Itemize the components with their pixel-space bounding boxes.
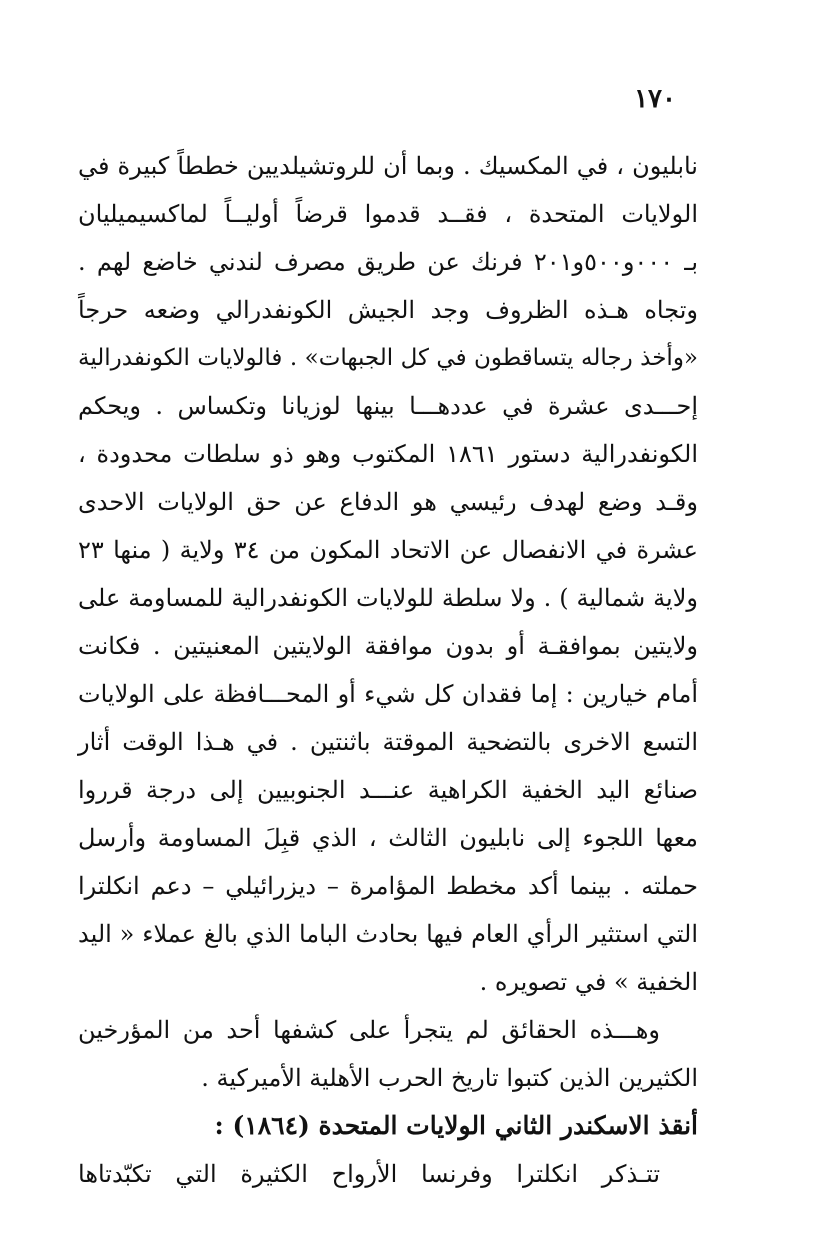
text-line: نابليون ، في المكسيك . وبما أن للروتشيلديين خططاً كبيرة في: [78, 152, 698, 180]
section-heading: أنقذ الاسكندر الثاني الولايات المتحدة (١٨٦٤) :: [214, 1111, 698, 1140]
text-line: صنائع اليد الخفية الكراهية عنـــد الجنوبيين إلى درجة قرروا: [78, 776, 698, 804]
text-line: إحـــدى عشرة في عددهـــا بينها لوزيانا وتكساس . ويحكم: [78, 392, 698, 420]
text-line: عشرة في الانفصال عن الاتحاد المكون من ٣٤ ولاية ( منها ٢٣: [78, 536, 698, 564]
page-number: ١٧٠: [634, 84, 676, 114]
text-line: تتـذكر انكلترا وفرنسا الأرواح الكثيرة التي تكبّدتاها: [78, 1160, 660, 1188]
text-line: الولايات المتحدة ، فقــد قدموا قرضاً أوليــاً لماكسيميليان: [78, 200, 698, 228]
text-line: الكونفدرالية دستور ١٨٦١ المكتوب وهو ذو سلطات محدودة ،: [78, 440, 698, 468]
text-line: التسع الاخرى بالتضحية الموقتة باثنتين . في هـذا الوقت أثار: [78, 728, 698, 756]
body-text: [78, 142, 698, 1198]
text-line: «وأخذ رجاله يتساقطون في كل الجبهات» . فالولايات الكونفدرالية: [78, 345, 698, 371]
text-line: التي استثير الرأي العام فيها بحادث الباما الذي بالغ عملاء « اليد: [78, 920, 698, 948]
text-line: وقـد وضع لهدف رئيسي هو الدفاع عن حق الولايات الاحدى: [78, 488, 698, 516]
text-line: ولاية شمالية ) . ولا سلطة للولايات الكونفدرالية للمساومة على: [78, 584, 698, 612]
text-line: حملته . بينما أكد مخطط المؤامرة – ديزرائيلي – دعم انكلترا: [78, 872, 698, 900]
text-line: وهـــذه الحقائق لم يتجرأ على كشفها أحد من المؤرخين: [78, 1016, 660, 1044]
text-line: معها اللجوء إلى نابليون الثالث ، الذي قبِلَ المساومة وأرسل: [78, 824, 698, 852]
text-line: أمام خيارين : إما فقدان كل شيء أو المحـــافظة على الولايات: [78, 680, 698, 708]
text-line: الكثيرين الذين كتبوا تاريخ الحرب الأهلية الأميركية .: [201, 1064, 698, 1092]
text-line: ولايتين بموافقـة أو بدون موافقة الولايتين المعنيتين . فكانت: [78, 632, 698, 660]
text-line: بـ ٠٠٠و٥٠٠و٢٠١ فرنك عن طريق مصرف لندني خاضع لهم .: [78, 248, 699, 276]
text-line: وتجاه هـذه الظروف وجد الجيش الكونفدرالي وضعه حرجاً: [78, 296, 698, 324]
text-line: الخفية » في تصويره .: [479, 968, 698, 996]
